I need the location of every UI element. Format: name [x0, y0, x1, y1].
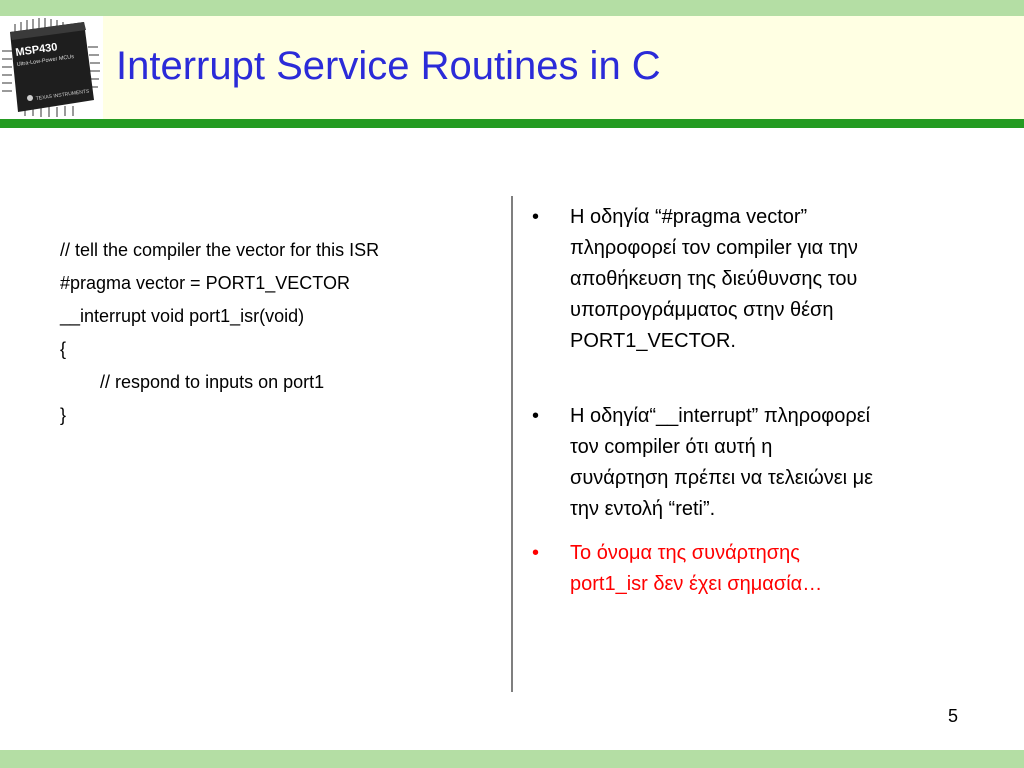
bullet-item — [532, 202, 972, 357]
bullet-item — [532, 401, 972, 525]
svg-text:MSP430: MSP430 — [14, 41, 59, 59]
column-divider — [511, 196, 513, 692]
slide-title: Interrupt Service Routines in C — [116, 44, 661, 88]
bullet-item-highlight — [532, 538, 972, 600]
msp430-chip-icon — [0, 16, 103, 119]
svg-text:Ultra-Low-Power MCUs: Ultra-Low-Power MCUs — [16, 53, 75, 68]
svg-text:TEXAS INSTRUMENTS: TEXAS INSTRUMENTS — [35, 88, 90, 102]
bullet-marker: • — [532, 206, 540, 228]
page-number: 5 — [948, 706, 959, 726]
code-line: // respond to inputs on port1 — [100, 372, 325, 392]
bullet-line: συνάρτηση πρέπει να τελειώνει με — [570, 467, 874, 489]
bullet-line: Το όνομα της συνάρτησης — [570, 542, 800, 564]
top-band — [0, 0, 1024, 16]
bullet-line: τον compiler ότι αυτή η — [570, 436, 773, 458]
bullet-line: πληροφορεί τον compiler για την — [570, 237, 858, 259]
bullet-list — [532, 202, 972, 600]
code-line: // tell the compiler the vector for this ISR — [60, 240, 380, 260]
bullet-line: υποπρογράμματος στην θέση — [570, 299, 834, 321]
bullet-line: την εντολή “reti”. — [570, 498, 716, 520]
bullet-marker: • — [532, 405, 540, 427]
bullet-line: port1_isr δεν έχει σημασία… — [570, 573, 823, 595]
bottom-band — [0, 750, 1024, 768]
bullet-line: Η οδηγία “#pragma vector” — [570, 206, 808, 228]
bullet-marker: • — [532, 542, 540, 564]
code-block — [60, 234, 379, 432]
bullet-line: PORT1_VECTOR. — [570, 330, 736, 352]
title-rule — [0, 119, 1024, 128]
code-line: { — [60, 339, 67, 359]
code-line: #pragma vector = PORT1_VECTOR — [60, 273, 350, 293]
code-line: __interrupt void port1_isr(void) — [60, 306, 305, 326]
bullet-line: Η οδηγία“__interrupt” πληροφορεί — [570, 405, 871, 427]
code-line: } — [60, 405, 67, 425]
bullet-line: αποθήκευση της διεύθυνσης του — [570, 268, 858, 290]
